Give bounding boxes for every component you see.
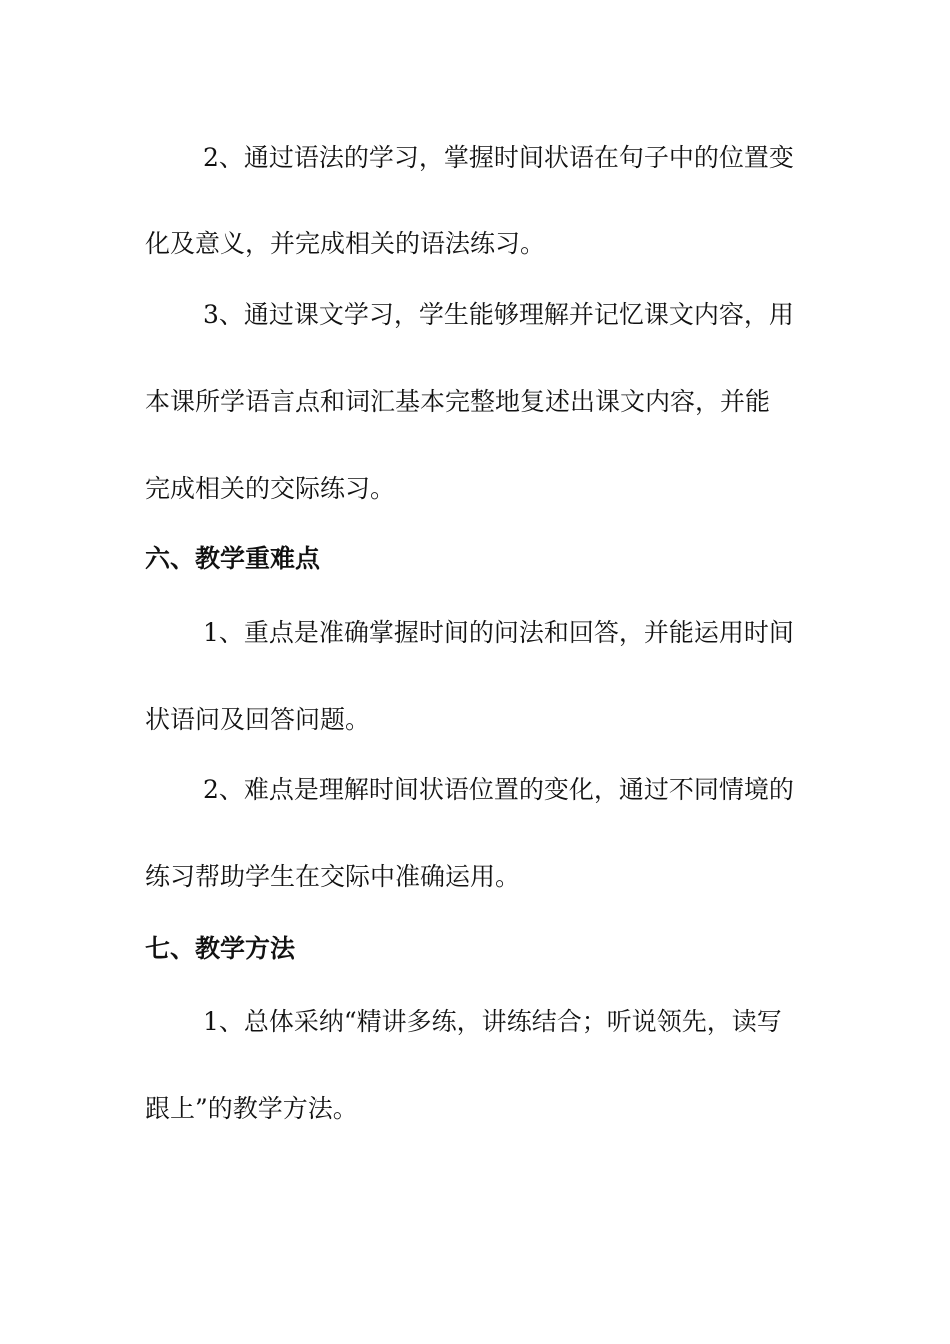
objective-2-line-1: 2、通过语法的学习，掌握时间状语在句子中的位置变	[203, 143, 794, 172]
method-1-line-2: 跟上”的教学方法。	[145, 1094, 358, 1123]
section-heading-key-points: 六、教学重难点	[145, 544, 321, 573]
section-heading-methods: 七、教学方法	[145, 934, 296, 963]
objective-3-line-2: 本课所学语言点和词汇基本完整地复述出课文内容，并能	[145, 387, 771, 416]
method-1-line-1: 1、总体采纳“精讲多练，讲练结合；听说领先，读写	[203, 1007, 782, 1036]
key-point-1-line-2: 状语问及回答问题。	[145, 705, 371, 734]
objective-2-line-2: 化及意义，并完成相关的语法练习。	[145, 229, 546, 258]
key-point-2-line-1: 2、难点是理解时间状语位置的变化，通过不同情境的	[203, 775, 794, 804]
key-point-2-line-2: 练习帮助学生在交际中准确运用。	[145, 862, 521, 891]
objective-3-line-1: 3、通过课文学习，学生能够理解并记忆课文内容，用	[203, 300, 794, 329]
objective-3-line-3: 完成相关的交际练习。	[145, 474, 396, 503]
key-point-1-line-1: 1、重点是准确掌握时间的问法和回答，并能运用时间	[203, 618, 794, 647]
